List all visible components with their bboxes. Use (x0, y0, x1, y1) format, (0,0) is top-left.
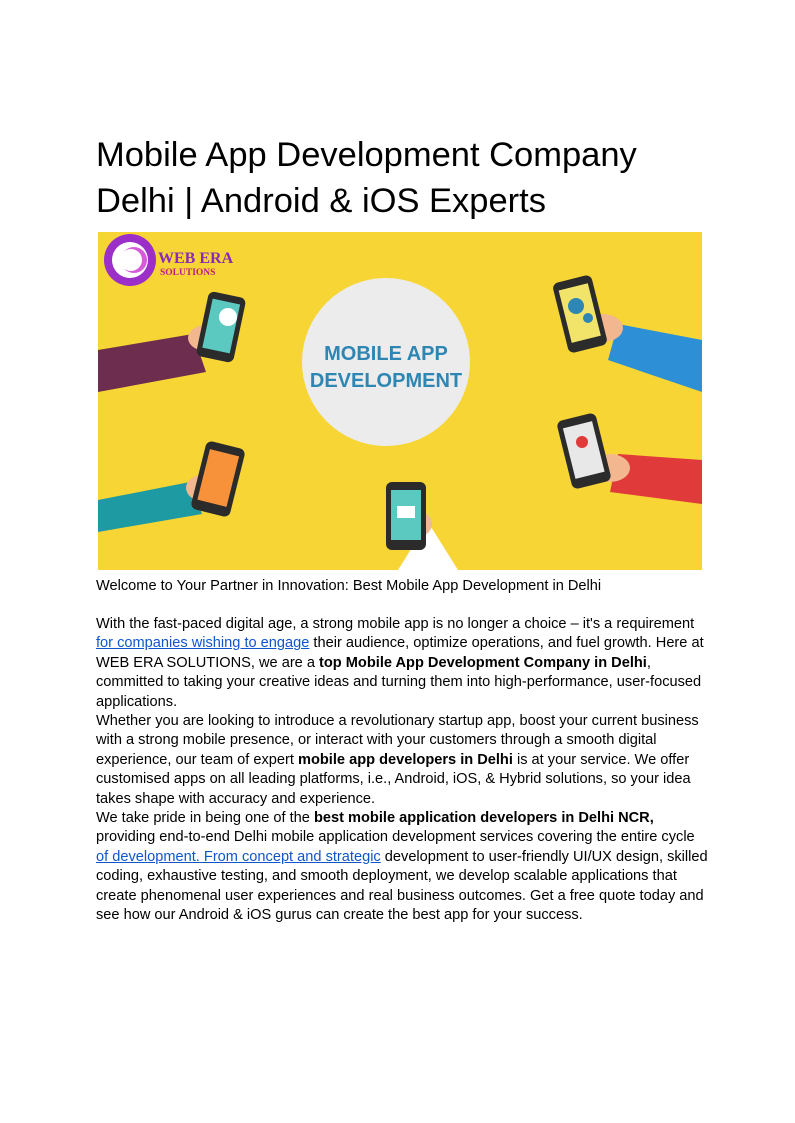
link-development[interactable]: of development. From concept and strategic (96, 848, 381, 865)
intro-caption: Welcome to Your Partner in Innovation: Best Mobile App Development in Delhi (96, 578, 602, 594)
p3-text-b: providing end-to-end Delhi mobile application development services covering the entire cycle (96, 829, 695, 846)
logo-text-2: SOLUTIONS (160, 268, 216, 278)
title-line-1: Mobile App Development Company (96, 136, 637, 174)
p3-bold: best mobile application developers in Delhi NCR, (313, 810, 654, 827)
link-engage[interactable]: for companies wishing to engage (96, 635, 310, 652)
p1-text-b: their audience, optimize operations, and fuel growth. Here at WEB ERA SOLUTIONS, we are a (96, 635, 704, 671)
p2-text-a: Whether you are looking to introduce a revolutionary startup app, boost your current business with a strong mobile presence, or interact with your customers through a smooth digital experience, our team of expert (96, 713, 699, 768)
center-text-1: MOBILE APP (324, 343, 448, 365)
title-line-2: Delhi | Android & iOS Experts (96, 182, 546, 220)
center-text-2: DEVELOPMENT (309, 370, 463, 392)
paragraph-3 (96, 809, 708, 925)
p2-bold: mobile app developers in Delhi (298, 751, 513, 768)
hero-image (98, 232, 702, 570)
p3-text-c: development to user-friendly UI/UX design, skilled coding, exhaustive testing, and smooth deployment, we develop scalable applications that create phenomenal user experiences and real business outcomes. Get a free quote today and see how our Android & iOS gurus can create the best app for your success. (96, 848, 708, 924)
p3-text-a: We take pride in being one of the (96, 810, 314, 827)
logo-icon (104, 234, 156, 286)
paragraph-1 (96, 615, 708, 712)
p1-text-a: With the fast-paced digital age, a strong mobile app is no longer a choice – it's a requirement (96, 616, 695, 632)
p1-bold: top Mobile App Development Company in Delhi (319, 654, 647, 671)
p2-text-b: is at your service. We offer customised apps on all leading platforms, i.e., Android, iOS, & Hybrid solutions, so your idea takes shape with accuracy and experience. (96, 751, 691, 807)
hero-illustration (98, 232, 702, 570)
p1-text-c: , committed to taking your creative ideas and turning them into high-performance, user-focused applications. (96, 654, 702, 710)
paragraph-2 (96, 712, 708, 809)
body-text (96, 615, 708, 926)
page-title (96, 132, 706, 224)
logo-text-1: WEB ERA (158, 250, 234, 267)
